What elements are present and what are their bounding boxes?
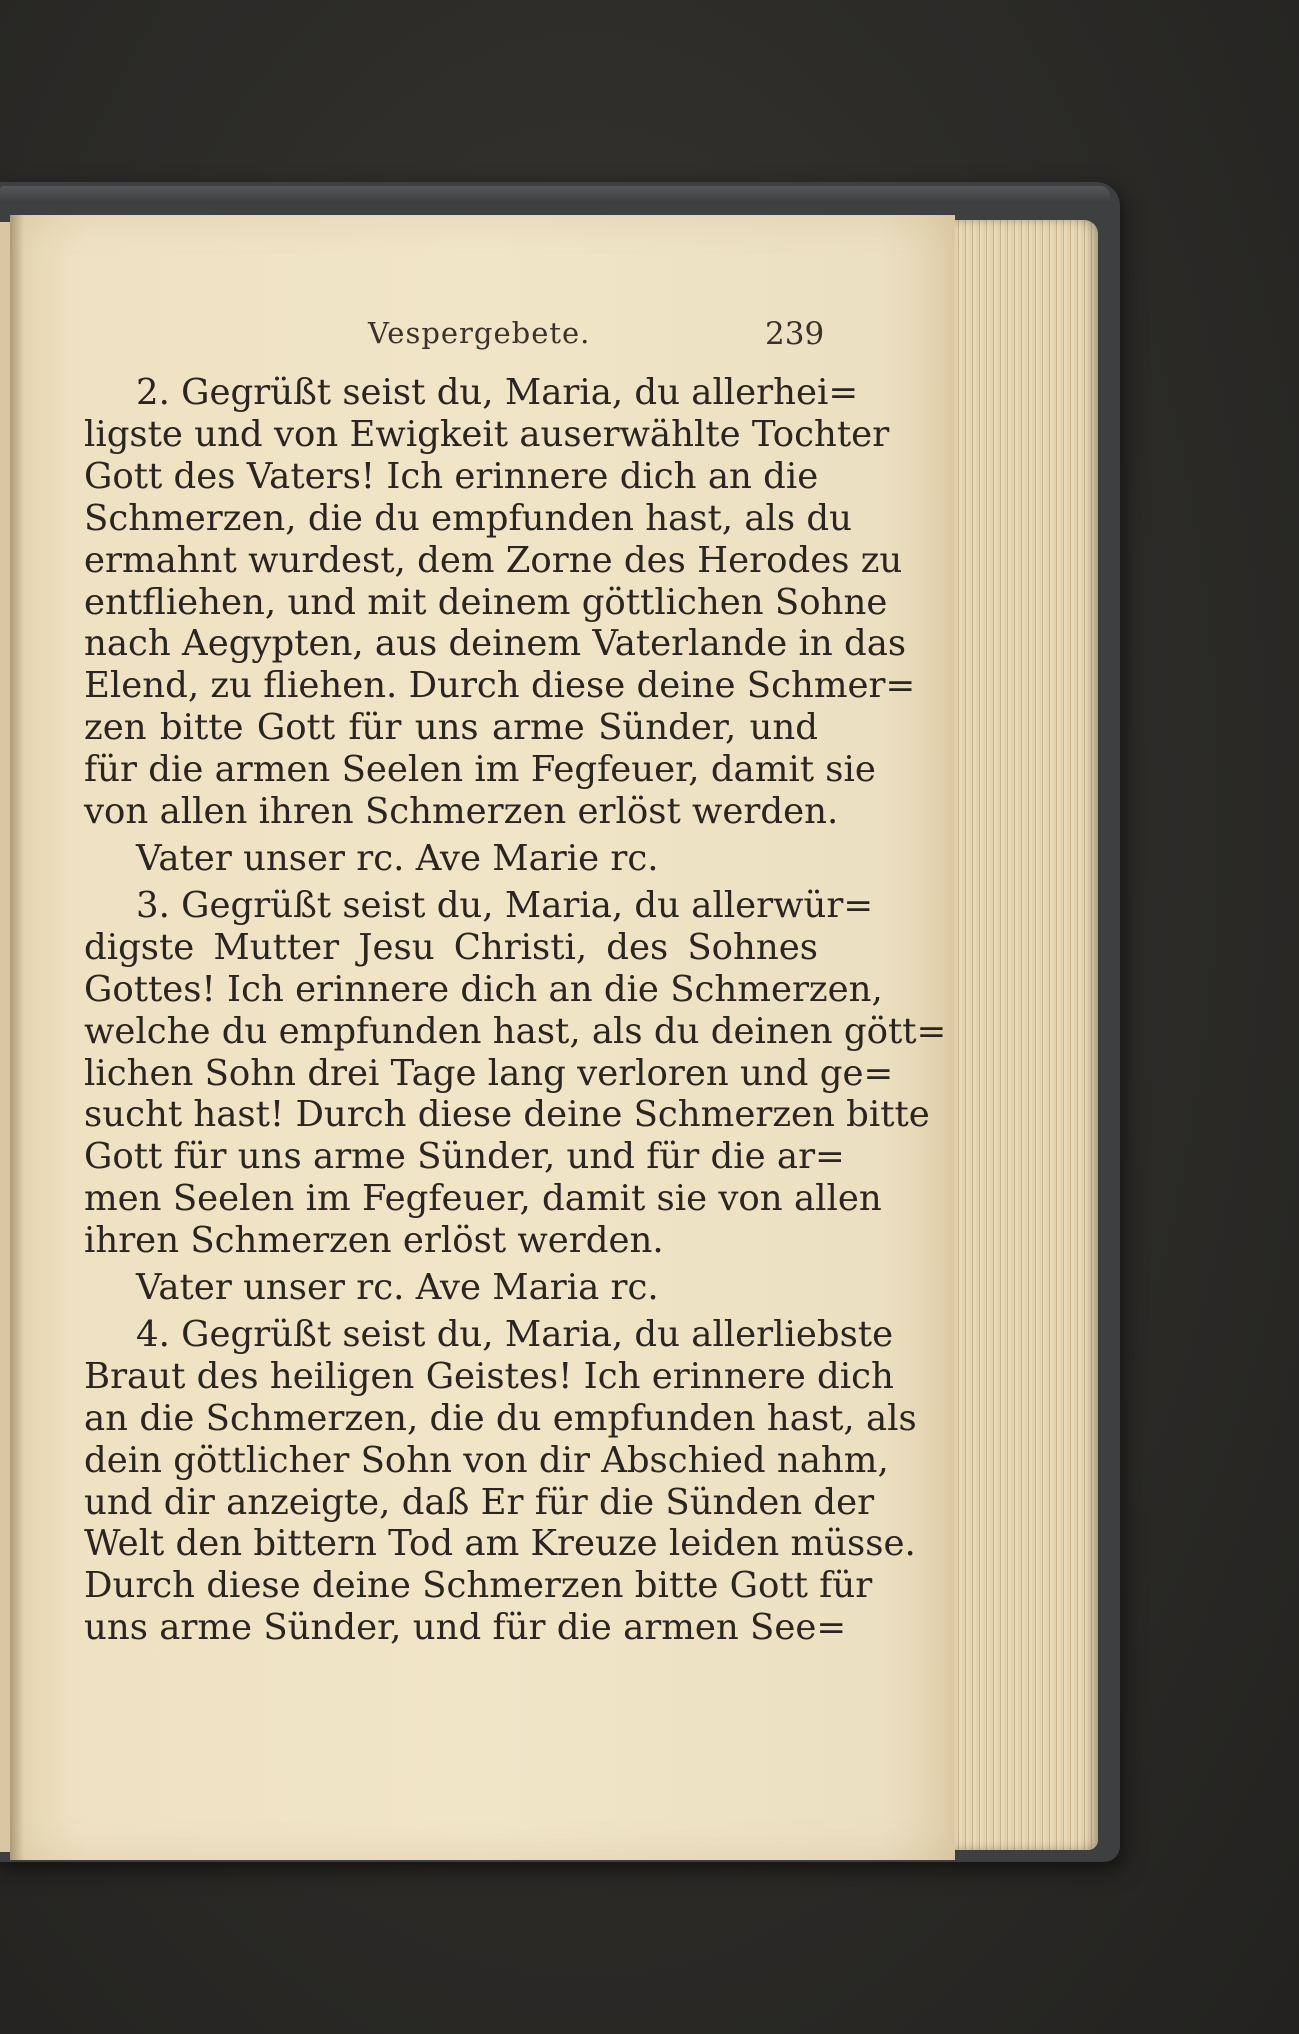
paragraph-3	[84, 884, 947, 1262]
text-line: zen bitte Gott für uns arme Sünder, und	[84, 707, 818, 749]
text-line: Vater unser rc. Ave Marie rc.	[136, 837, 659, 879]
text-line: digste Mutter Jesu Christi, des Sohnes	[84, 926, 818, 968]
text-line: ligste und von Ewigkeit auserwählte Tochter	[84, 413, 890, 455]
text-line: men Seelen im Fegfeuer, damit sie von allen	[84, 1178, 882, 1220]
text-line: Braut des heiligen Geistes! Ich erinnere dich	[84, 1355, 894, 1397]
paragraph-4	[84, 1313, 917, 1649]
prayer-refrain	[84, 1267, 818, 1309]
text-line: Gottes! Ich erinnere dich an die Schmerzen,	[84, 968, 883, 1010]
text-line: ermahnt wurdest, dem Zorne des Herodes zu	[84, 539, 903, 581]
text-line: nach Aegypten, aus deinem Vaterlande in das	[84, 623, 907, 665]
text-line: Elend, zu fliehen. Durch diese deine Schmer=	[84, 665, 916, 707]
text-line: uns arme Sünder, und für die armen See=	[84, 1607, 847, 1649]
text-line: Welt den bittern Tod am Kreuze leiden müsse.	[84, 1523, 916, 1565]
text-line: von allen ihren Schmerzen erlöst werden.	[84, 791, 839, 833]
text-line: dein göttlicher Sohn von dir Abschied nahm,	[84, 1439, 889, 1481]
text-line: und dir anzeigte, daß Er für die Sünden der	[84, 1481, 875, 1523]
text-line: Durch diese deine Schmerzen bitte Gott für	[84, 1565, 873, 1607]
prayer-refrain	[84, 838, 818, 880]
page-number: 239	[765, 316, 825, 352]
text-line: Vater unser rc. Ave Maria rc.	[136, 1267, 659, 1309]
text-line: für die armen Seelen im Fegfeuer, damit sie	[84, 749, 876, 791]
text-line: welche du empfunden hast, als du deinen gött=	[84, 1010, 947, 1052]
text-line: 3. Gegrüßt seist du, Maria, du allerwür=	[136, 884, 874, 926]
running-head-title: Vespergebete.	[368, 316, 591, 350]
text-line: Gott für uns arme Sünder, und für die ar=	[84, 1136, 845, 1178]
text-line: ihren Schmerzen erlöst werden.	[84, 1220, 664, 1262]
text-line: entfliehen, und mit deinem göttlichen Sohne	[84, 581, 888, 623]
page-body-text	[84, 372, 947, 1649]
text-line: 4. Gegrüßt seist du, Maria, du allerliebste	[136, 1313, 894, 1355]
text-line: 2. Gegrüßt seist du, Maria, du allerhei=	[136, 372, 859, 413]
text-line: Schmerzen, die du empfunden hast, als du	[84, 497, 852, 539]
text-line: sucht hast! Durch diese deine Schmerzen bitte	[84, 1094, 930, 1136]
text-line: Gott des Vaters! Ich erinnere dich an die	[84, 455, 819, 497]
page-stack-fore-edge	[948, 220, 1098, 1850]
text-line: an die Schmerzen, die du empfunden hast, als	[84, 1397, 917, 1439]
book-cover-top-edge	[0, 186, 1110, 204]
gutter-shadow	[10, 215, 24, 1860]
text-line: lichen Sohn drei Tage lang verloren und ge=	[84, 1052, 894, 1094]
paragraph-2	[84, 372, 916, 833]
